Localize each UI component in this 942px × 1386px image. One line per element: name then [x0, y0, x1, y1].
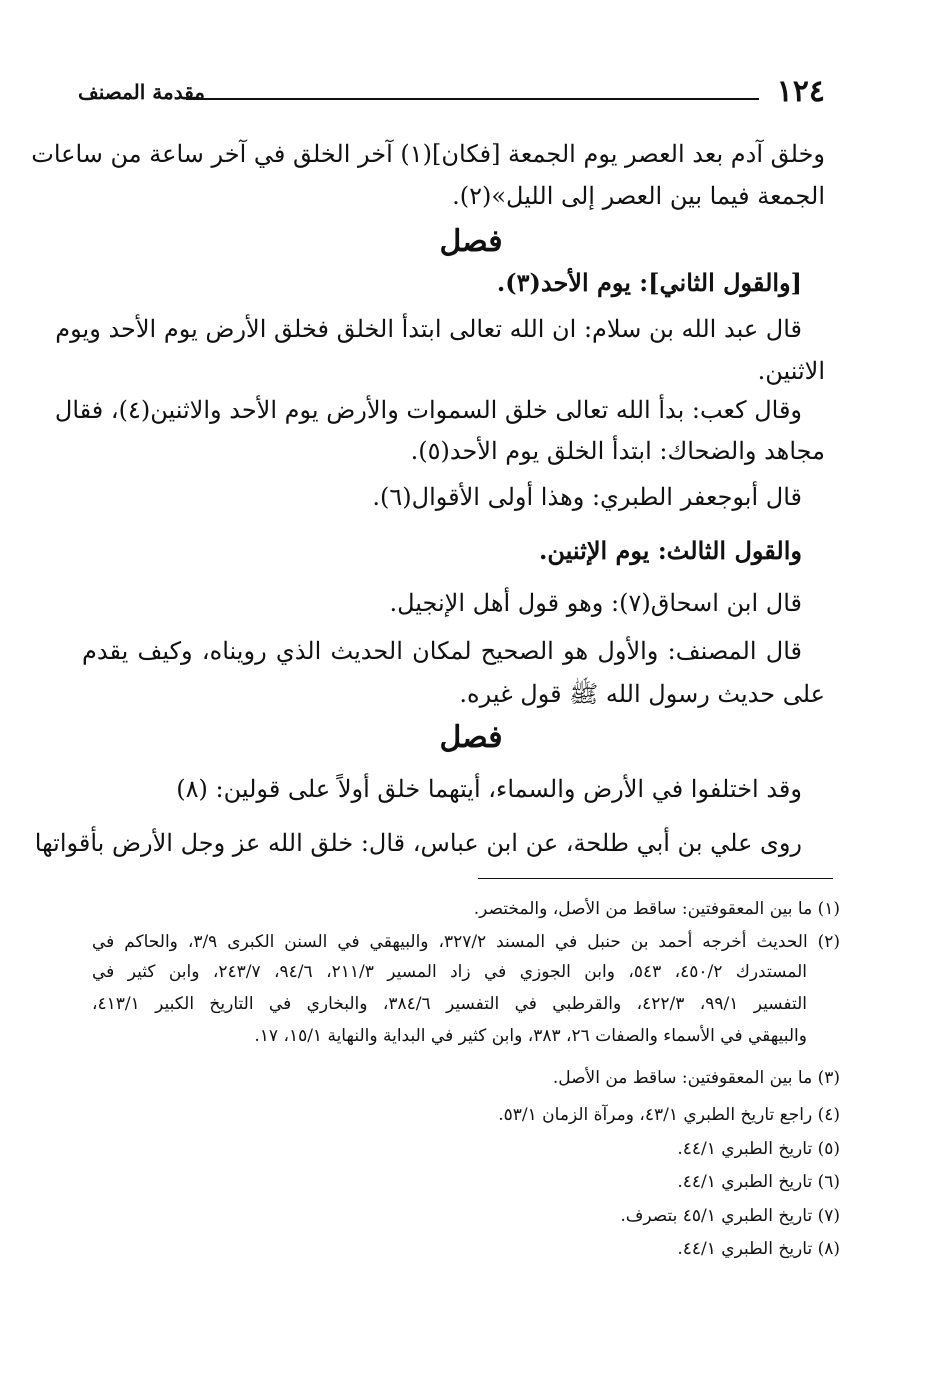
- footnote-7: (٧) تاريخ الطبري ٤٥/١ بتصرف.: [620, 1206, 840, 1226]
- footnote-rule: [478, 878, 833, 879]
- body-line-6: وقال كعب: بدأ الله تعالى خلق السموات والأرض يوم الأحد والاثنين(٤)، فقال: [54, 396, 802, 424]
- running-title: مقدمة المصنف: [78, 80, 206, 104]
- footnote-2-line-2: المستدرك ٤٥٠/٢، ٥٤٣، وابن الجوزي في زاد المسير ٢١١/٣، ٩٤/٦، ٢٤٣/٧، وابن كثير في: [92, 962, 807, 982]
- body-line-1: وخلق آدم بعد العصر يوم الجمعة [فكان](١) آخر الخلق في آخر ساعة من ساعات: [31, 140, 825, 168]
- body-line-8: قال أبوجعفر الطبري: وهذا أولى الأقوال(٦).: [372, 483, 802, 511]
- footnote-5: (٥) تاريخ الطبري ٤٤/١.: [677, 1139, 840, 1159]
- body-line-4: قال عبد الله بن سلام: ان الله تعالى ابتدأ الخلق فخلق الأرض يوم الأحد ويوم: [55, 315, 802, 343]
- body-line-14: روى علي بن أبي طلحة، عن ابن عباس، قال: خلق الله عز وجل الأرض بأقواتها: [34, 829, 802, 857]
- footnote-2-line-1: (٢) الحديث أخرجه أحمد بن حنبل في المسند ٣٢٧/٢، والبيهقي في السنن الكبرى ٣/٩، والحاكم في: [92, 932, 841, 952]
- body-line-5: الاثنين.: [757, 357, 825, 385]
- header-rule: [186, 98, 759, 100]
- footnote-1: (١) ما بين المعقوفتين: ساقط من الأصل، والمختصر.: [473, 899, 840, 919]
- footnote-2-line-4: والبيهقي في الأسماء والصفات ٢٦، ٣٨٣، وابن كثير في البداية والنهاية ١٥/١، ١٧.: [254, 1026, 807, 1046]
- body-line-11: قال المصنف: والأول هو الصحيح لمكان الحديث الذي رويناه، وكيف يقدم: [82, 637, 802, 665]
- footnote-2-line-3: التفسير ٩٩/١، ٤٢٢/٣، والقرطبي في التفسير ٣٨٤/٦، والبخاري في التاريخ الكبير ٤١٣/١،: [92, 994, 807, 1014]
- footnote-8: (٨) تاريخ الطبري ٤٤/١.: [677, 1239, 840, 1259]
- body-line-9: والقول الثالث: يوم الإثنين.: [539, 536, 802, 565]
- section-heading: فصل: [439, 224, 503, 259]
- footnote-3: (٣) ما بين المعقوفتين: ساقط من الأصل.: [552, 1068, 840, 1088]
- page-header: [78, 74, 825, 114]
- page-number: ١٢٤: [776, 74, 825, 109]
- section-heading: فصل: [439, 720, 503, 755]
- body-line-3: [والقول الثاني]: يوم الأحد(٣).: [496, 268, 802, 297]
- body-line-10: قال ابن اسحاق(٧): وهو قول أهل الإنجيل.: [389, 589, 802, 617]
- footnote-4: (٤) راجع تاريخ الطبري ٤٣/١، ومرآة الزمان ٥٣/١.: [498, 1105, 840, 1125]
- body-line-7: مجاهد والضحاك: ابتدأ الخلق يوم الأحد(٥).: [410, 437, 825, 465]
- body-line-13: وقد اختلفوا في الأرض والسماء، أيتهما خلق أولاً على قولين: (٨): [176, 775, 802, 803]
- footnote-6: (٦) تاريخ الطبري ٤٤/١.: [677, 1172, 840, 1192]
- body-line-12: على حديث رسول الله ﷺ قول غيره.: [459, 680, 825, 708]
- body-line-2: الجمعة فيما بين العصر إلى الليل»(٢).: [452, 182, 825, 210]
